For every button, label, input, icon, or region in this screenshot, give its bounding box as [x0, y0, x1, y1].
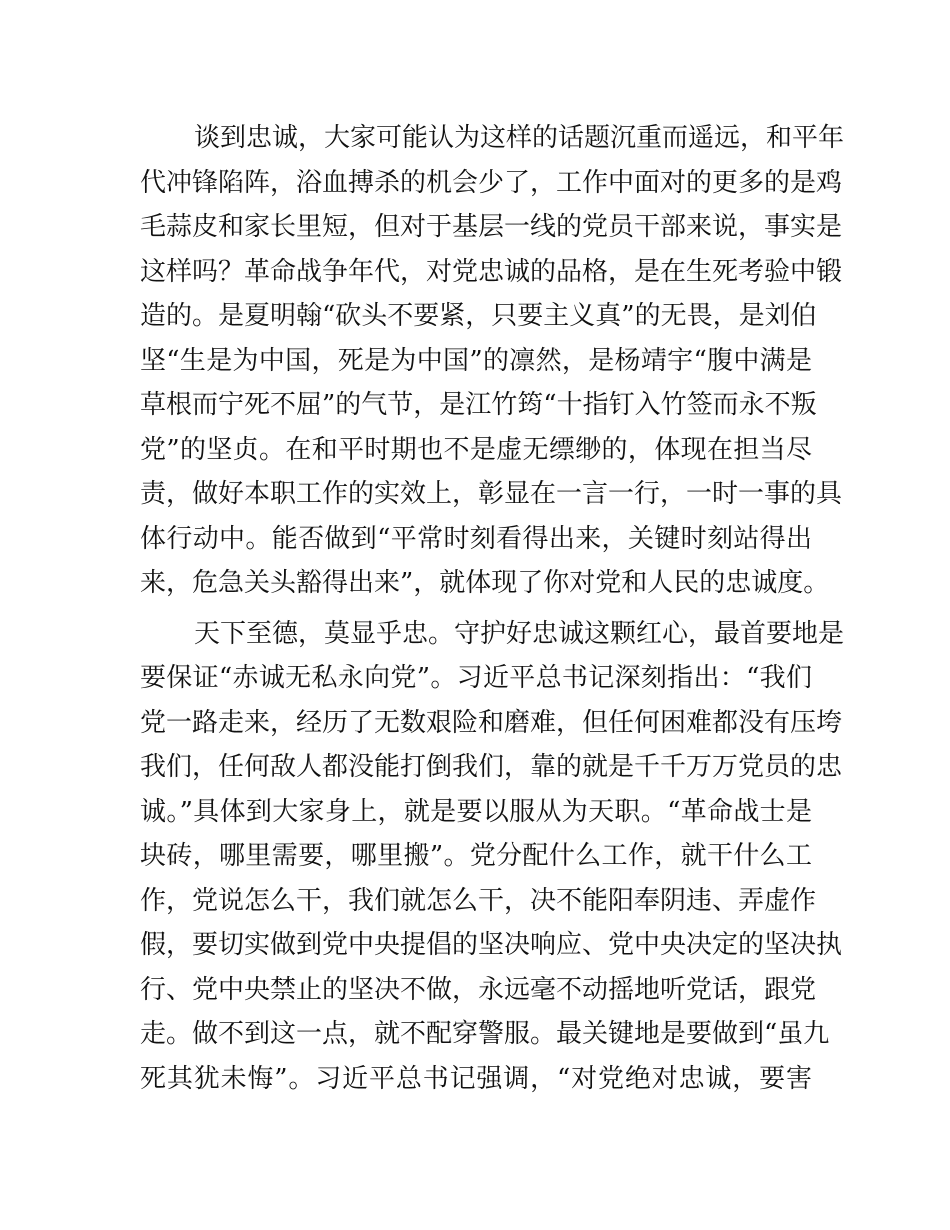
- text-line: 造的。是夏明翰“砍头不要紧，只要主义真”的无畏，是刘伯: [140, 301, 817, 331]
- text-line: 党一路走来，经历了无数艰险和磨难，但任何困难都没有压垮: [140, 707, 843, 738]
- text-line: 这样吗？革命战争年代，对党忠诚的品格，是在生死考验中锻: [140, 256, 843, 287]
- text-line: 党”的坚贞。在和平时期也不是虚无缥缈的，体现在担当尽: [140, 434, 812, 465]
- text-line: 责，做好本职工作的实效上，彰显在一言一行，一时一事的具: [140, 479, 843, 509]
- text-line: 谈到忠诚，大家可能认为这样的话题沉重而遥远，和平年: [194, 123, 845, 153]
- text-line: 走。做不到这一点，就不配穿警服。最关键地是要做到“虽九: [140, 1019, 830, 1049]
- text-line: 来，危急关头豁得出来”，就体现了你对党和人民的忠诚度。: [140, 568, 830, 598]
- text-line: 诚。”具体到大家身上，就是要以服从为天职。“革命战士是: [140, 796, 812, 827]
- text-line: 我们，任何敌人都没能打倒我们，靠的就是千千万万党员的忠: [140, 752, 843, 782]
- text-line: 作，党说怎么干，我们就怎么干，决不能阳奉阴违、弄虚作: [140, 885, 817, 916]
- text-line: 假，要切实做到党中央提倡的坚决响应、党中央决定的坚决执: [140, 930, 843, 960]
- paragraph-2: [140, 612, 845, 1102]
- paragraph-1: [140, 116, 845, 606]
- text-line: 代冲锋陷阵，浴血搏杀的机会少了，工作中面对的更多的是鸡: [140, 167, 843, 198]
- text-line: 草根而宁死不屈”的气节，是江竹筠“十指钉入竹签而永不叛: [140, 390, 817, 420]
- text-line: 块砖，哪里需要，哪里搬”。党分配什么工作，就干什么工: [140, 841, 812, 871]
- text-line: 坚“生是为中国，死是为中国”的凛然，是杨靖宇“腹中满是: [140, 345, 812, 376]
- text-line: 天下至德，莫显乎忠。守护好忠诚这颗红心，最首要地是: [194, 618, 845, 649]
- body-text: [140, 116, 845, 1101]
- text-line: 毛蒜皮和家长里短，但对于基层一线的党员干部来说，事实是: [140, 212, 843, 242]
- text-line: 死其犹未悔”。习近平总书记强调，“对党绝对忠诚，要害: [140, 1063, 812, 1094]
- text-line: 行、党中央禁止的坚决不做，永远毫不动摇地听党话，跟党: [140, 974, 817, 1005]
- text-line: 要保证“赤诚无私永向党”。习近平总书记深刻指出：“我们: [140, 663, 812, 693]
- text-line: 体行动中。能否做到“平常时刻看得出来，关键时刻站得出: [140, 523, 812, 554]
